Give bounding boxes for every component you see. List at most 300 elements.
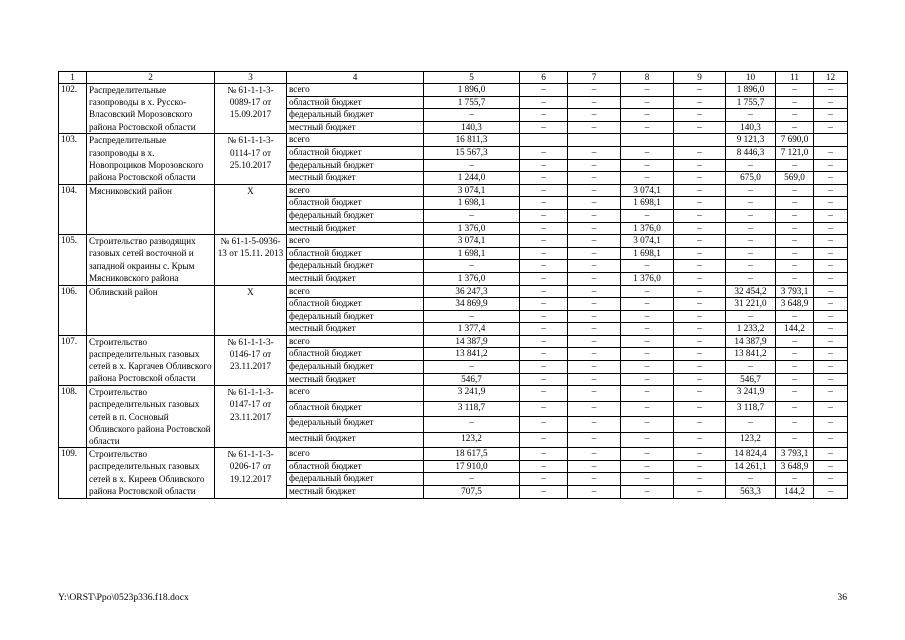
amount-cell: 8 446,3 bbox=[726, 146, 776, 159]
amount-cell: – bbox=[776, 96, 814, 109]
amount-cell: – bbox=[568, 460, 621, 473]
budget-table-container bbox=[58, 71, 848, 499]
amount-cell: – bbox=[674, 373, 726, 386]
table-row bbox=[59, 134, 848, 147]
object-name: Строительство распределительных газовых сетей в х. Каргачев Обливского района Ростовской области bbox=[87, 335, 215, 385]
row-number: 109. bbox=[59, 448, 87, 498]
amount-cell: – bbox=[776, 417, 814, 433]
amount-cell: – bbox=[814, 417, 848, 433]
amount-cell: 3 074,1 bbox=[424, 235, 520, 248]
funding-source-label: областной бюджет bbox=[287, 247, 424, 260]
amount-cell: – bbox=[776, 386, 814, 402]
amount-cell: – bbox=[520, 473, 568, 486]
table-row bbox=[59, 184, 848, 197]
object-name: Распределительные газопроводы в х. Новопроциков Морозовского района Ростовской области bbox=[87, 134, 215, 184]
amount-cell: – bbox=[726, 361, 776, 374]
amount-cell: 1 377,4 bbox=[424, 323, 520, 336]
amount-cell: – bbox=[568, 298, 621, 311]
amount-cell: – bbox=[814, 272, 848, 285]
funding-source-label: местный бюджет bbox=[287, 323, 424, 336]
table-row bbox=[59, 285, 848, 298]
amount-cell: 1 698,1 bbox=[424, 197, 520, 210]
funding-source-label: местный бюджет bbox=[287, 222, 424, 235]
amount-cell: – bbox=[726, 184, 776, 197]
column-header-3: 3 bbox=[215, 72, 287, 84]
amount-cell: – bbox=[520, 96, 568, 109]
amount-cell: – bbox=[726, 473, 776, 486]
amount-cell: – bbox=[568, 172, 621, 185]
amount-cell: – bbox=[424, 109, 520, 122]
amount-cell: 1 698,1 bbox=[621, 197, 674, 210]
amount-cell: – bbox=[621, 432, 674, 448]
amount-cell: – bbox=[776, 247, 814, 260]
amount-cell: – bbox=[674, 209, 726, 222]
amount-cell: – bbox=[814, 96, 848, 109]
amount-cell: – bbox=[674, 486, 726, 499]
funding-source-label: всего bbox=[287, 235, 424, 248]
amount-cell: – bbox=[814, 146, 848, 159]
amount-cell: – bbox=[776, 361, 814, 374]
table-row bbox=[59, 84, 848, 97]
amount-cell: – bbox=[814, 159, 848, 172]
amount-cell: – bbox=[776, 121, 814, 134]
column-header-1: 1 bbox=[59, 72, 87, 84]
amount-cell: – bbox=[621, 209, 674, 222]
funding-source-label: федеральный бюджет bbox=[287, 417, 424, 433]
funding-source-label: областной бюджет bbox=[287, 401, 424, 417]
amount-cell: 144,2 bbox=[776, 323, 814, 336]
row-number: 106. bbox=[59, 285, 87, 335]
funding-source-label: всего bbox=[287, 134, 424, 147]
funding-source-label: федеральный бюджет bbox=[287, 109, 424, 122]
amount-cell: – bbox=[520, 285, 568, 298]
amount-cell: – bbox=[674, 386, 726, 402]
amount-cell: – bbox=[520, 247, 568, 260]
amount-cell: – bbox=[568, 417, 621, 433]
amount-cell: – bbox=[520, 172, 568, 185]
amount-cell: – bbox=[568, 448, 621, 461]
amount-cell: – bbox=[568, 373, 621, 386]
amount-cell: – bbox=[674, 323, 726, 336]
amount-cell: 3 793,1 bbox=[776, 448, 814, 461]
amount-cell: – bbox=[674, 84, 726, 97]
table-row bbox=[59, 235, 848, 248]
amount-cell: – bbox=[674, 285, 726, 298]
column-header-7: 7 bbox=[568, 72, 621, 84]
row-number: 103. bbox=[59, 134, 87, 184]
amount-cell: – bbox=[520, 460, 568, 473]
amount-cell: – bbox=[520, 146, 568, 159]
amount-cell: – bbox=[568, 222, 621, 235]
amount-cell: – bbox=[568, 285, 621, 298]
amount-cell: – bbox=[814, 247, 848, 260]
amount-cell: – bbox=[814, 172, 848, 185]
amount-cell: 1 376,0 bbox=[621, 222, 674, 235]
amount-cell: – bbox=[520, 401, 568, 417]
expertise-number: № 61-1-5-0936-13 от 15.11. 2013 bbox=[215, 235, 287, 285]
amount-cell: 32 454,2 bbox=[726, 285, 776, 298]
amount-cell: – bbox=[621, 473, 674, 486]
row-number: 102. bbox=[59, 84, 87, 134]
amount-cell: – bbox=[621, 109, 674, 122]
amount-cell: – bbox=[568, 247, 621, 260]
amount-cell: – bbox=[776, 222, 814, 235]
table-body bbox=[59, 72, 848, 499]
funding-source-label: областной бюджет bbox=[287, 96, 424, 109]
amount-cell: – bbox=[568, 84, 621, 97]
amount-cell: – bbox=[424, 417, 520, 433]
amount-cell: – bbox=[520, 417, 568, 433]
amount-cell: – bbox=[568, 473, 621, 486]
amount-cell: – bbox=[621, 448, 674, 461]
column-header-5: 5 bbox=[424, 72, 520, 84]
table-row bbox=[59, 386, 848, 402]
amount-cell: – bbox=[424, 310, 520, 323]
amount-cell: – bbox=[674, 109, 726, 122]
funding-source-label: всего bbox=[287, 448, 424, 461]
column-header-8: 8 bbox=[621, 72, 674, 84]
amount-cell: 3 648,9 bbox=[776, 460, 814, 473]
amount-cell: – bbox=[776, 335, 814, 348]
amount-cell: 18 617,5 bbox=[424, 448, 520, 461]
table-row bbox=[59, 335, 848, 348]
amount-cell: – bbox=[568, 348, 621, 361]
amount-cell: 707,5 bbox=[424, 486, 520, 499]
amount-cell: – bbox=[621, 260, 674, 273]
amount-cell: – bbox=[776, 473, 814, 486]
column-header-12: 12 bbox=[814, 72, 848, 84]
amount-cell: – bbox=[674, 159, 726, 172]
amount-cell: – bbox=[520, 222, 568, 235]
amount-cell: 13 841,2 bbox=[726, 348, 776, 361]
amount-cell: – bbox=[674, 298, 726, 311]
object-name: Мясниковский район bbox=[87, 184, 215, 234]
amount-cell: – bbox=[621, 172, 674, 185]
amount-cell: – bbox=[776, 373, 814, 386]
amount-cell: – bbox=[814, 386, 848, 402]
amount-cell: – bbox=[674, 121, 726, 134]
amount-cell: – bbox=[520, 448, 568, 461]
amount-cell: – bbox=[520, 361, 568, 374]
amount-cell: – bbox=[520, 235, 568, 248]
funding-source-label: федеральный бюджет bbox=[287, 310, 424, 323]
funding-source-label: местный бюджет bbox=[287, 121, 424, 134]
amount-cell: – bbox=[814, 448, 848, 461]
funding-source-label: областной бюджет bbox=[287, 348, 424, 361]
funding-source-label: федеральный бюджет bbox=[287, 260, 424, 273]
amount-cell: – bbox=[621, 84, 674, 97]
amount-cell: – bbox=[674, 361, 726, 374]
amount-cell: 546,7 bbox=[726, 373, 776, 386]
amount-cell: – bbox=[621, 386, 674, 402]
amount-cell: 14 261,1 bbox=[726, 460, 776, 473]
amount-cell: – bbox=[674, 184, 726, 197]
row-number: 104. bbox=[59, 184, 87, 234]
amount-cell: 31 221,0 bbox=[726, 298, 776, 311]
amount-cell: 1 376,0 bbox=[621, 272, 674, 285]
expertise-number: № 61-1-1-3-0089-17 от 15.09.2017 bbox=[215, 84, 287, 134]
file-path: Y:\ORST\Ppo\0523p336.f18.docx bbox=[58, 592, 189, 603]
funding-source-label: федеральный бюджет bbox=[287, 361, 424, 374]
amount-cell: 15 567,3 bbox=[424, 146, 520, 159]
expertise-number: № 61-1-1-3-0206-17 от 19.12.2017 bbox=[215, 448, 287, 498]
amount-cell: – bbox=[674, 417, 726, 433]
amount-cell: 3 074,1 bbox=[621, 235, 674, 248]
amount-cell: – bbox=[568, 159, 621, 172]
amount-cell: – bbox=[568, 401, 621, 417]
amount-cell bbox=[621, 134, 674, 147]
amount-cell: – bbox=[814, 197, 848, 210]
amount-cell: – bbox=[621, 298, 674, 311]
amount-cell: – bbox=[814, 285, 848, 298]
object-name: Обливский район bbox=[87, 285, 215, 335]
amount-cell: 1 233,2 bbox=[726, 323, 776, 336]
funding-source-label: федеральный бюджет bbox=[287, 159, 424, 172]
amount-cell: 3 118,7 bbox=[424, 401, 520, 417]
amount-cell: 1 698,1 bbox=[621, 247, 674, 260]
amount-cell: 1 244,0 bbox=[424, 172, 520, 185]
amount-cell: 13 841,2 bbox=[424, 348, 520, 361]
amount-cell: – bbox=[520, 121, 568, 134]
amount-cell: – bbox=[568, 486, 621, 499]
amount-cell: – bbox=[726, 247, 776, 260]
amount-cell: – bbox=[674, 197, 726, 210]
row-number: 105. bbox=[59, 235, 87, 285]
amount-cell: – bbox=[520, 486, 568, 499]
amount-cell: 1 755,7 bbox=[726, 96, 776, 109]
amount-cell: – bbox=[674, 401, 726, 417]
amount-cell bbox=[674, 134, 726, 147]
column-header-9: 9 bbox=[674, 72, 726, 84]
amount-cell: – bbox=[621, 121, 674, 134]
amount-cell: 36 247,3 bbox=[424, 285, 520, 298]
funding-source-label: местный бюджет bbox=[287, 486, 424, 499]
column-header-4: 4 bbox=[287, 72, 424, 84]
amount-cell: – bbox=[814, 361, 848, 374]
funding-source-label: всего bbox=[287, 285, 424, 298]
amount-cell: – bbox=[814, 310, 848, 323]
amount-cell: – bbox=[814, 401, 848, 417]
amount-cell: 16 811,3 bbox=[424, 134, 520, 147]
amount-cell: – bbox=[568, 260, 621, 273]
amount-cell bbox=[520, 134, 568, 147]
amount-cell: – bbox=[568, 235, 621, 248]
amount-cell: – bbox=[776, 84, 814, 97]
amount-cell: 1 896,0 bbox=[726, 84, 776, 97]
expertise-number: Х bbox=[215, 285, 287, 335]
funding-source-label: областной бюджет bbox=[287, 146, 424, 159]
amount-cell: – bbox=[621, 401, 674, 417]
funding-source-label: всего bbox=[287, 386, 424, 402]
amount-cell: – bbox=[424, 209, 520, 222]
page-number: 36 bbox=[837, 592, 847, 603]
amount-cell: 546,7 bbox=[424, 373, 520, 386]
amount-cell: – bbox=[776, 432, 814, 448]
amount-cell: – bbox=[568, 209, 621, 222]
amount-cell: – bbox=[424, 473, 520, 486]
amount-cell: – bbox=[726, 209, 776, 222]
amount-cell: 563,3 bbox=[726, 486, 776, 499]
amount-cell: – bbox=[814, 373, 848, 386]
amount-cell: 3 793,1 bbox=[776, 285, 814, 298]
amount-cell: – bbox=[520, 323, 568, 336]
amount-cell: – bbox=[520, 335, 568, 348]
column-header-11: 11 bbox=[776, 72, 814, 84]
amount-cell: – bbox=[776, 109, 814, 122]
amount-cell: – bbox=[776, 184, 814, 197]
amount-cell: – bbox=[674, 146, 726, 159]
amount-cell: – bbox=[674, 310, 726, 323]
amount-cell: – bbox=[776, 348, 814, 361]
amount-cell: – bbox=[621, 96, 674, 109]
amount-cell: – bbox=[674, 448, 726, 461]
amount-cell: – bbox=[424, 260, 520, 273]
amount-cell: – bbox=[726, 260, 776, 273]
amount-cell bbox=[568, 134, 621, 147]
amount-cell: 14 387,9 bbox=[424, 335, 520, 348]
funding-source-label: областной бюджет bbox=[287, 460, 424, 473]
amount-cell: – bbox=[814, 460, 848, 473]
amount-cell: – bbox=[776, 159, 814, 172]
amount-cell: – bbox=[568, 109, 621, 122]
amount-cell: 123,2 bbox=[424, 432, 520, 448]
amount-cell: 144,2 bbox=[776, 486, 814, 499]
amount-cell: – bbox=[814, 298, 848, 311]
row-number: 108. bbox=[59, 386, 87, 448]
amount-cell: – bbox=[674, 260, 726, 273]
object-name: Строительство распределительных газовых сетей в п. Сосновый Обливского района Ростовской области bbox=[87, 386, 215, 448]
amount-cell: 7 121,0 bbox=[776, 146, 814, 159]
amount-cell: – bbox=[621, 486, 674, 499]
amount-cell: 3 118,7 bbox=[726, 401, 776, 417]
amount-cell: – bbox=[568, 184, 621, 197]
amount-cell: – bbox=[568, 323, 621, 336]
funding-source-label: местный бюджет bbox=[287, 373, 424, 386]
amount-cell: 1 376,0 bbox=[424, 222, 520, 235]
amount-cell: – bbox=[424, 159, 520, 172]
amount-cell: 123,2 bbox=[726, 432, 776, 448]
amount-cell: – bbox=[520, 373, 568, 386]
amount-cell: – bbox=[520, 348, 568, 361]
object-name: Строительство разводящих газовых сетей восточной и западной окраины с. Крым Мясниковского района bbox=[87, 235, 215, 285]
object-name: Распределительные газопроводы в х. Русско-Власовский Морозовского района Ростовской области bbox=[87, 84, 215, 134]
amount-cell: 675,0 bbox=[726, 172, 776, 185]
amount-cell: – bbox=[674, 348, 726, 361]
amount-cell: – bbox=[568, 386, 621, 402]
amount-cell: – bbox=[568, 335, 621, 348]
amount-cell: – bbox=[520, 109, 568, 122]
expertise-number: № 61-1-1-3-0114-17 от 25.10.2017 bbox=[215, 134, 287, 184]
amount-cell: – bbox=[674, 473, 726, 486]
amount-cell: – bbox=[726, 235, 776, 248]
row-number: 107. bbox=[59, 335, 87, 385]
amount-cell: – bbox=[776, 310, 814, 323]
expertise-number: № 61-1-1-3-0146-17 от 23.11.2017 bbox=[215, 335, 287, 385]
amount-cell: – bbox=[726, 417, 776, 433]
amount-cell: – bbox=[776, 209, 814, 222]
budget-table bbox=[58, 71, 848, 499]
amount-cell: 34 869,9 bbox=[424, 298, 520, 311]
amount-cell: 140,3 bbox=[726, 121, 776, 134]
amount-cell: 14 824,4 bbox=[726, 448, 776, 461]
amount-cell: – bbox=[520, 272, 568, 285]
amount-cell: 3 241,9 bbox=[726, 386, 776, 402]
amount-cell: – bbox=[814, 348, 848, 361]
funding-source-label: местный бюджет bbox=[287, 432, 424, 448]
amount-cell: – bbox=[726, 109, 776, 122]
amount-cell: – bbox=[520, 184, 568, 197]
amount-cell: – bbox=[674, 222, 726, 235]
amount-cell: 1 755,7 bbox=[424, 96, 520, 109]
amount-cell: – bbox=[674, 432, 726, 448]
amount-cell: – bbox=[568, 310, 621, 323]
amount-cell: – bbox=[568, 96, 621, 109]
amount-cell: – bbox=[726, 197, 776, 210]
amount-cell: 17 910,0 bbox=[424, 460, 520, 473]
amount-cell: 3 074,1 bbox=[621, 184, 674, 197]
amount-cell: – bbox=[520, 197, 568, 210]
amount-cell: – bbox=[621, 361, 674, 374]
amount-cell: – bbox=[814, 432, 848, 448]
amount-cell: – bbox=[568, 361, 621, 374]
amount-cell: – bbox=[814, 235, 848, 248]
amount-cell: – bbox=[776, 197, 814, 210]
amount-cell: – bbox=[520, 298, 568, 311]
table-header-row bbox=[59, 72, 848, 84]
amount-cell: – bbox=[621, 460, 674, 473]
amount-cell: – bbox=[520, 84, 568, 97]
amount-cell: – bbox=[776, 401, 814, 417]
amount-cell: – bbox=[726, 159, 776, 172]
expertise-number: № 61-1-1-3-0147-17 от 23.11.2017 bbox=[215, 386, 287, 448]
funding-source-label: местный бюджет bbox=[287, 272, 424, 285]
amount-cell: – bbox=[814, 335, 848, 348]
amount-cell: – bbox=[814, 121, 848, 134]
amount-cell: – bbox=[674, 460, 726, 473]
amount-cell: – bbox=[814, 184, 848, 197]
amount-cell: – bbox=[726, 222, 776, 235]
amount-cell: – bbox=[621, 146, 674, 159]
amount-cell: – bbox=[674, 96, 726, 109]
object-name: Строительство распределительных газовых сетей в х. Киреев Обливского района Ростовской области bbox=[87, 448, 215, 498]
amount-cell: – bbox=[621, 417, 674, 433]
table-row bbox=[59, 448, 848, 461]
amount-cell: 3 074,1 bbox=[424, 184, 520, 197]
amount-cell: – bbox=[520, 432, 568, 448]
amount-cell: – bbox=[621, 285, 674, 298]
amount-cell: – bbox=[674, 247, 726, 260]
funding-source-label: местный бюджет bbox=[287, 172, 424, 185]
column-header-2: 2 bbox=[87, 72, 215, 84]
amount-cell: – bbox=[520, 209, 568, 222]
amount-cell: 7 690,0 bbox=[776, 134, 814, 147]
amount-cell: – bbox=[520, 159, 568, 172]
amount-cell: – bbox=[726, 272, 776, 285]
amount-cell: – bbox=[726, 310, 776, 323]
funding-source-label: всего bbox=[287, 335, 424, 348]
funding-source-label: федеральный бюджет bbox=[287, 209, 424, 222]
amount-cell: 9 121,3 bbox=[726, 134, 776, 147]
expertise-number: Х bbox=[215, 184, 287, 234]
amount-cell: – bbox=[674, 335, 726, 348]
column-header-6: 6 bbox=[520, 72, 568, 84]
amount-cell: – bbox=[776, 235, 814, 248]
amount-cell: – bbox=[814, 84, 848, 97]
amount-cell: – bbox=[520, 386, 568, 402]
amount-cell: – bbox=[568, 432, 621, 448]
amount-cell: – bbox=[674, 235, 726, 248]
funding-source-label: областной бюджет bbox=[287, 298, 424, 311]
